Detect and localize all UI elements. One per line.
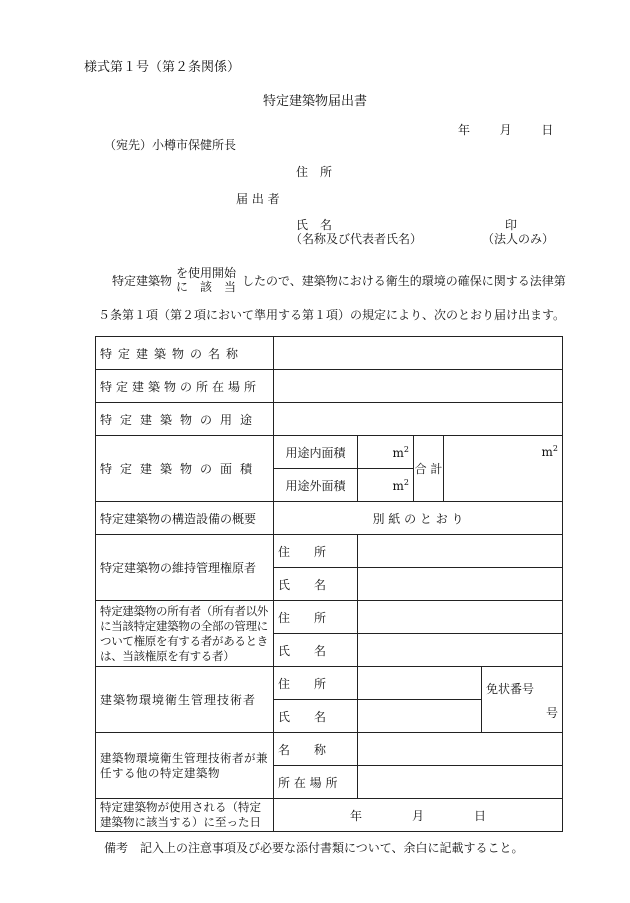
- building-location-field[interactable]: [274, 370, 563, 403]
- notification-table: [95, 336, 563, 832]
- submitter-address-label: 住 所: [296, 165, 333, 179]
- addressee: （宛先）小樽市保健所長: [104, 138, 237, 152]
- start-date-field[interactable]: [274, 799, 563, 832]
- label-manager-address: 住 所: [274, 667, 358, 700]
- maintainer-name-field[interactable]: [358, 568, 563, 601]
- table-row: [96, 601, 563, 634]
- label-concurrent-building: 建築物環境衛生管理技術者が兼任する他の特定建築物: [96, 733, 274, 799]
- table-row: [96, 535, 563, 568]
- submitter-label: 届 出 者: [236, 192, 280, 206]
- maintainer-address-field[interactable]: [358, 535, 563, 568]
- label-start-date: 特定建築物が使用される（特定建築物に該当する）に至った日: [96, 799, 274, 832]
- owner-name-field[interactable]: [358, 634, 563, 667]
- table-row: [96, 799, 563, 832]
- seal-note: （法人のみ）: [482, 232, 555, 246]
- date-year-label: 年: [458, 123, 471, 137]
- concurrent-location-field[interactable]: [358, 766, 563, 799]
- table-row: [96, 733, 563, 766]
- label-license-number: 免状番号: [486, 682, 535, 696]
- body-option-applicable: に 該 当: [176, 280, 237, 294]
- area-out-use-field[interactable]: [358, 469, 414, 502]
- label-building-location: 特定建築物の所在場所: [96, 370, 274, 403]
- label-building-use: 特定建築物の用途: [96, 403, 274, 436]
- unit-label: m: [541, 445, 553, 459]
- date-day-label: 日: [541, 123, 554, 137]
- label-env-hygiene-manager: 建築物環境衛生管理技術者: [96, 667, 274, 733]
- license-number-field[interactable]: [482, 667, 563, 733]
- table-row: [96, 337, 563, 370]
- label-concurrent-location: 所 在 場 所: [274, 766, 358, 799]
- submitter-name-label: 氏 名: [296, 218, 333, 232]
- label-license-suffix: 号: [546, 706, 559, 720]
- unit-label: m: [392, 445, 404, 460]
- unit-superscript: 2: [403, 477, 409, 487]
- label-owner-name: 氏 名: [274, 634, 358, 667]
- unit-superscript: 2: [552, 444, 559, 453]
- submission-date: [458, 121, 553, 138]
- concurrent-name-field[interactable]: [358, 733, 563, 766]
- start-day-label: 日: [474, 808, 487, 823]
- label-structure-overview: 特定建築物の構造設備の概要: [96, 502, 274, 535]
- label-manager-name: 氏 名: [274, 700, 358, 733]
- form-number: 様式第１号（第２条関係）: [84, 60, 241, 75]
- remarks: 備考 記入上の注意事項及び必要な添付書類について、余白に記載すること。: [104, 841, 524, 855]
- label-area-out-use: 用途外面積: [274, 469, 358, 502]
- manager-name-field[interactable]: [358, 700, 482, 733]
- table-row: [96, 403, 563, 436]
- unit-superscript: 2: [403, 444, 409, 454]
- area-in-use-field[interactable]: [358, 436, 414, 469]
- document-title: 特定建築物届出書: [262, 94, 367, 109]
- label-area-in-use: 用途内面積: [274, 436, 358, 469]
- unit-label: m: [392, 478, 404, 493]
- body-option-stack: [176, 266, 236, 294]
- label-owner-address: 住 所: [274, 601, 358, 634]
- label-maintainer-address: 住 所: [274, 535, 358, 568]
- label-area-total: 合 計: [414, 436, 444, 502]
- table-row: [96, 667, 563, 700]
- body-line1: したので、建築物における衛生的環境の確保に関する法律第: [242, 274, 566, 288]
- table-row: [96, 436, 563, 469]
- start-year-label: 年: [349, 808, 362, 823]
- body-subject: 特定建築物: [112, 274, 173, 288]
- body-line2: ５条第１項（第２項において準用する第１項）の規定により、次のとおり届け出ます。: [98, 308, 566, 322]
- label-maintenance-authority: 特定建築物の維持管理権原者: [96, 535, 274, 601]
- seal-label: 印: [505, 218, 518, 232]
- label-building-name: 特定建築物の名称: [96, 337, 274, 370]
- label-concurrent-name: 名 称: [274, 733, 358, 766]
- structure-overview-value: 別 紙 の と お り: [274, 502, 563, 535]
- date-month-label: 月: [499, 123, 512, 137]
- start-month-label: 月: [412, 808, 425, 823]
- table-row: [96, 370, 563, 403]
- label-building-owner: 特定建築物の所有者（所有者以外に当該特定建築物の全部の管理について権原を有する者があるときは、当該権原を有する者）: [96, 601, 274, 667]
- building-use-field[interactable]: [274, 403, 563, 436]
- label-building-area: 特定建築物の面積: [96, 436, 274, 502]
- manager-address-field[interactable]: [358, 667, 482, 700]
- owner-address-field[interactable]: [358, 601, 563, 634]
- area-total-field[interactable]: [444, 436, 563, 502]
- table-row: [96, 502, 563, 535]
- body-option-start-use: を使用開始: [176, 266, 237, 280]
- building-name-field[interactable]: [274, 337, 563, 370]
- submitter-name-note: （名称及び代表者氏名）: [290, 232, 423, 246]
- label-maintainer-name: 氏 名: [274, 568, 358, 601]
